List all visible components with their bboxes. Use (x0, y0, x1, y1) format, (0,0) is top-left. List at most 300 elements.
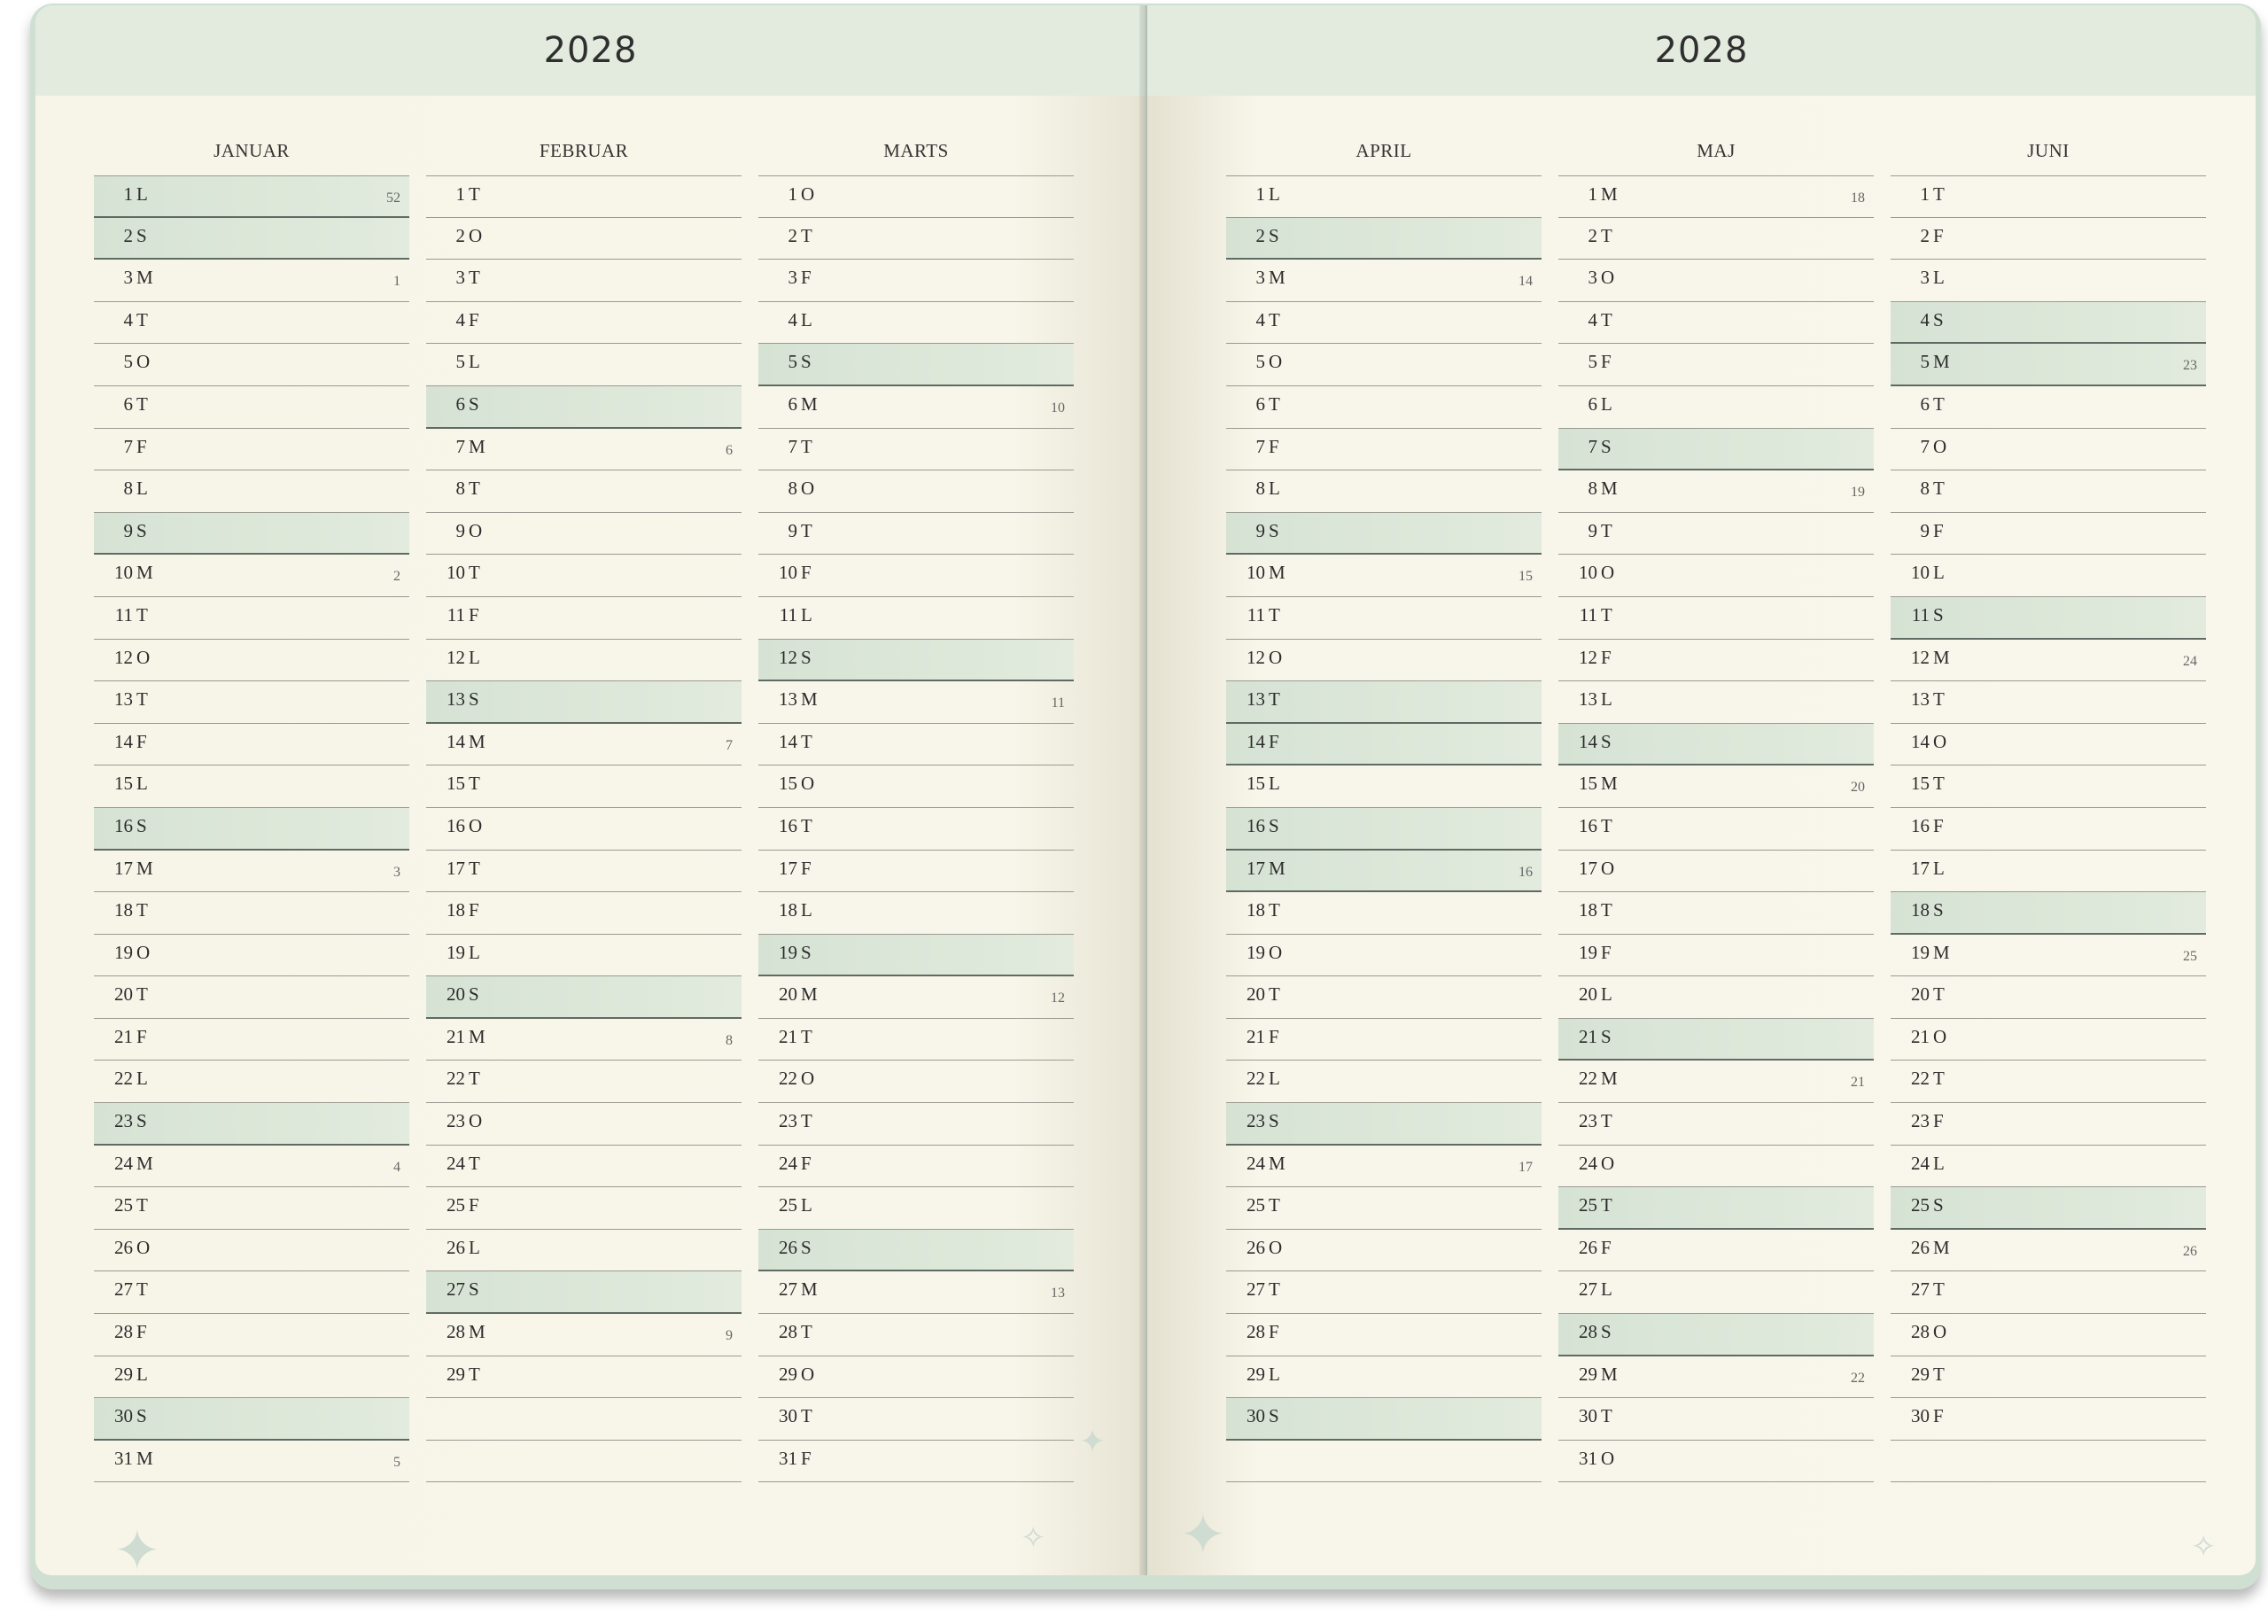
month-column (1891, 140, 2206, 1482)
weekday-letter: O (469, 814, 483, 836)
day-number: 20 (1579, 983, 1597, 1006)
weekday-letter: S (469, 1278, 479, 1301)
day-number: 14 (1247, 730, 1265, 752)
day-row (426, 429, 742, 471)
weekday-letter: T (469, 1068, 480, 1090)
day-row (758, 808, 1074, 851)
weekday-letter: S (801, 351, 812, 373)
day-row (1558, 851, 1874, 893)
weekday-letter: F (469, 899, 479, 921)
day-number: 30 (1579, 1405, 1597, 1427)
day-number: 27 (1911, 1278, 1930, 1301)
day-row (1558, 935, 1874, 977)
day-number: 10 (1579, 562, 1597, 584)
day-row (426, 1146, 742, 1188)
weekday-letter: T (1601, 308, 1612, 330)
day-row (758, 513, 1074, 556)
day-number: 3 (1920, 267, 1930, 289)
day-number: 27 (447, 1278, 465, 1301)
day-number: 23 (1579, 1110, 1597, 1132)
day-row (1891, 260, 2206, 302)
day-number: 9 (1920, 519, 1930, 541)
day-row (1226, 976, 1542, 1019)
weekday-letter: T (1269, 603, 1280, 626)
day-number: 24 (1911, 1152, 1930, 1174)
day-number: 16 (1247, 814, 1265, 836)
day-number: 12 (1247, 646, 1265, 668)
day-number: 22 (1247, 1068, 1265, 1090)
day-number: 28 (779, 1321, 797, 1343)
day-number: 16 (114, 814, 133, 836)
weekday-letter: S (136, 1405, 147, 1427)
week-number: 8 (726, 1032, 733, 1048)
weekday-letter: F (801, 857, 812, 879)
weekday-letter: L (136, 1363, 148, 1385)
month-title: JUNI (2027, 140, 2070, 161)
week-number: 25 (2183, 948, 2197, 964)
weekday-letter: O (1601, 1152, 1615, 1174)
day-number: 31 (114, 1447, 133, 1469)
weekday-letter: T (1601, 1110, 1612, 1132)
day-number: 21 (1247, 1025, 1265, 1047)
day-row (1891, 765, 2206, 808)
weekday-letter: F (1269, 1321, 1279, 1343)
day-number: 9 (455, 519, 465, 541)
weekday-letter: T (1269, 308, 1280, 330)
right-page (1147, 5, 2256, 1575)
week-number: 10 (1051, 400, 1065, 416)
weekday-letter: M (1269, 857, 1285, 879)
weekday-letter: L (1269, 1068, 1280, 1090)
day-row (1891, 470, 2206, 513)
weekday-letter: O (801, 1363, 815, 1385)
weekday-letter: T (1933, 1278, 1945, 1301)
weekday-letter: L (136, 773, 148, 795)
weekday-letter: F (801, 1447, 812, 1469)
weekday-letter: M (469, 730, 485, 752)
day-number: 11 (1579, 603, 1597, 626)
weekday-letter: T (136, 899, 148, 921)
week-number: 26 (2183, 1243, 2197, 1259)
day-number: 3 (1255, 267, 1265, 289)
day-row (1226, 260, 1542, 302)
day-row (1558, 1146, 1874, 1188)
weekday-letter: S (469, 688, 479, 711)
day-number: 7 (1920, 435, 1930, 457)
day-row (1558, 344, 1874, 386)
day-row (94, 976, 409, 1019)
weekday-letter: T (801, 1025, 812, 1047)
day-row (1891, 976, 2206, 1019)
day-row (94, 1356, 409, 1399)
weekday-letter: M (136, 1447, 153, 1469)
day-row (426, 892, 742, 935)
day-number: 16 (779, 814, 797, 836)
day-number: 6 (455, 392, 465, 415)
day-row (426, 1019, 742, 1061)
day-number: 20 (114, 983, 133, 1006)
day-number: 6 (1920, 392, 1930, 415)
weekday-letter: L (801, 308, 812, 330)
week-number: 15 (1518, 569, 1533, 585)
day-number: 29 (114, 1363, 133, 1385)
day-number: 29 (779, 1363, 797, 1385)
day-number: 27 (1247, 1278, 1265, 1301)
day-number: 25 (447, 1194, 465, 1216)
day-number: 11 (114, 603, 133, 626)
day-number: 10 (447, 562, 465, 584)
weekday-letter: L (801, 603, 812, 626)
day-row (1558, 1061, 1874, 1103)
day-row (1558, 429, 1874, 471)
month-column (94, 140, 409, 1482)
day-number: 21 (447, 1025, 465, 1047)
day-row (758, 429, 1074, 471)
day-number: 15 (1247, 773, 1265, 795)
day-number: 24 (1247, 1152, 1265, 1174)
day-number: 9 (1255, 519, 1265, 541)
weekday-letter: L (469, 941, 480, 963)
weekday-letter: M (1269, 562, 1285, 584)
day-row (1891, 1146, 2206, 1188)
weekday-letter: F (1933, 224, 1944, 246)
day-row (1558, 1314, 1874, 1356)
day-row (1891, 1398, 2206, 1441)
day-row (94, 892, 409, 935)
day-number: 7 (1255, 435, 1265, 457)
day-row (1891, 218, 2206, 260)
day-row (94, 1398, 409, 1441)
weekday-letter: F (1933, 519, 1944, 541)
day-number: 15 (114, 773, 133, 795)
weekday-letter: F (136, 1321, 147, 1343)
day-number: 18 (1247, 899, 1265, 921)
day-row (94, 1314, 409, 1356)
day-row (1891, 555, 2206, 597)
weekday-letter: T (1933, 983, 1945, 1006)
week-number: 5 (393, 1454, 400, 1470)
day-number: 5 (1588, 351, 1597, 373)
day-row (1226, 429, 1542, 471)
weekday-letter: O (1269, 351, 1283, 373)
day-row (94, 935, 409, 977)
day-row (426, 597, 742, 640)
weekday-letter: S (136, 814, 147, 836)
weekday-letter: L (1601, 983, 1612, 1006)
weekday-letter: T (1601, 1405, 1612, 1427)
day-row (758, 597, 1074, 640)
weekday-letter: S (1269, 519, 1279, 541)
weekday-letter: L (136, 478, 148, 500)
day-number: 15 (779, 773, 797, 795)
weekday-letter: T (136, 392, 148, 415)
month-title: JANUAR (214, 140, 290, 161)
day-number: 16 (1911, 814, 1930, 836)
day-row (1558, 1187, 1874, 1230)
weekday-letter: M (136, 857, 153, 879)
weekday-letter: O (1601, 1447, 1615, 1469)
weekday-letter: F (136, 730, 147, 752)
weekday-letter: M (469, 435, 485, 457)
day-number: 6 (788, 392, 797, 415)
week-number: 18 (1851, 190, 1865, 206)
day-row (1891, 344, 2206, 386)
day-row (758, 302, 1074, 345)
day-number: 29 (1911, 1363, 1930, 1385)
weekday-letter: T (801, 224, 812, 246)
day-row (94, 386, 409, 429)
month-column (1558, 140, 1874, 1482)
day-row (1558, 1398, 1874, 1441)
weekday-letter: F (136, 1025, 147, 1047)
week-number: 2 (393, 569, 400, 585)
day-number: 22 (447, 1068, 465, 1090)
weekday-letter: L (469, 646, 480, 668)
day-row (758, 218, 1074, 260)
day-number: 1 (1920, 183, 1930, 205)
weekday-letter: L (801, 1194, 812, 1216)
weekday-letter: T (801, 814, 812, 836)
day-row (1891, 1187, 2206, 1230)
weekday-letter: T (136, 603, 148, 626)
weekday-letter: L (1933, 857, 1945, 879)
weekday-letter: O (469, 224, 483, 246)
day-row (94, 681, 409, 724)
day-number: 14 (114, 730, 133, 752)
day-row (94, 175, 409, 218)
weekday-letter: O (1601, 857, 1615, 879)
day-row (1226, 1230, 1542, 1272)
day-number: 24 (1579, 1152, 1597, 1174)
day-row (94, 344, 409, 386)
day-row (1226, 808, 1542, 851)
weekday-letter: O (1601, 562, 1615, 584)
left-page (35, 5, 1146, 1582)
day-number: 1 (788, 183, 797, 205)
weekday-letter: M (801, 1278, 818, 1301)
weekday-letter: O (1933, 1025, 1947, 1047)
day-number: 18 (779, 899, 797, 921)
weekday-letter: T (801, 730, 812, 752)
sparkle-icon: ✦ (1179, 1504, 1227, 1566)
day-number: 22 (1579, 1068, 1597, 1090)
empty-row (1226, 1441, 1542, 1483)
day-number: 15 (447, 773, 465, 795)
day-row (1891, 1230, 2206, 1272)
weekday-letter: M (136, 267, 153, 289)
day-row (1226, 344, 1542, 386)
day-row (1226, 892, 1542, 935)
day-number: 13 (1911, 688, 1930, 711)
day-number: 19 (779, 941, 797, 963)
weekday-letter: F (469, 308, 479, 330)
day-number: 28 (114, 1321, 133, 1343)
weekday-letter: T (1269, 1278, 1280, 1301)
day-row (758, 1398, 1074, 1441)
weekday-letter: T (136, 308, 148, 330)
day-number: 26 (1911, 1236, 1930, 1258)
week-number: 52 (386, 190, 400, 206)
weekday-letter: S (1601, 1321, 1612, 1343)
day-row (1558, 302, 1874, 345)
day-number: 20 (1247, 983, 1265, 1006)
day-row (758, 640, 1074, 682)
day-row (758, 555, 1074, 597)
day-number: 26 (447, 1236, 465, 1258)
day-row (1226, 1146, 1542, 1188)
weekday-letter: O (136, 646, 151, 668)
day-row (1558, 175, 1874, 218)
day-row (1558, 555, 1874, 597)
weekday-letter: F (1933, 814, 1944, 836)
day-row (94, 765, 409, 808)
weekday-letter: O (469, 1110, 483, 1132)
weekday-letter: M (469, 1025, 485, 1047)
weekday-letter: T (801, 519, 812, 541)
day-row (1891, 386, 2206, 429)
day-row (94, 808, 409, 851)
day-row (1891, 640, 2206, 682)
day-number: 22 (779, 1068, 797, 1090)
day-row (1226, 597, 1542, 640)
weekday-letter: F (1601, 1236, 1612, 1258)
day-number: 11 (1247, 603, 1265, 626)
day-row (758, 1146, 1074, 1188)
day-number: 28 (1247, 1321, 1265, 1343)
day-number: 8 (455, 478, 465, 500)
weekday-letter: L (1933, 267, 1945, 289)
day-number: 12 (447, 646, 465, 668)
day-row (426, 851, 742, 893)
month-title: MAJ (1697, 140, 1736, 161)
day-row (1891, 513, 2206, 556)
month-column (1226, 140, 1542, 1482)
day-row (94, 597, 409, 640)
weekday-letter: T (1933, 478, 1945, 500)
day-row (94, 640, 409, 682)
weekday-letter: M (1269, 1152, 1285, 1174)
day-number: 6 (1588, 392, 1597, 415)
day-number: 29 (1579, 1363, 1597, 1385)
day-row (94, 724, 409, 766)
day-row (94, 513, 409, 556)
empty-row (426, 1398, 742, 1441)
empty-row (1891, 1441, 2206, 1483)
day-number: 30 (1247, 1405, 1265, 1427)
weekday-letter: M (1269, 267, 1285, 289)
day-number: 15 (1579, 773, 1597, 795)
day-number: 12 (1579, 646, 1597, 668)
weekday-letter: T (1601, 224, 1612, 246)
day-number: 9 (123, 519, 133, 541)
day-number: 25 (1911, 1194, 1930, 1216)
day-number: 12 (1911, 646, 1930, 668)
day-number: 25 (779, 1194, 797, 1216)
weekday-letter: S (1601, 1025, 1612, 1047)
day-number: 24 (447, 1152, 465, 1174)
weekday-letter: L (1933, 562, 1945, 584)
day-number: 2 (1920, 224, 1930, 246)
day-number: 14 (1579, 730, 1597, 752)
day-number: 19 (1579, 941, 1597, 963)
day-row (1558, 1019, 1874, 1061)
day-number: 1 (1588, 183, 1597, 205)
day-number: 25 (1579, 1194, 1597, 1216)
day-row (1226, 765, 1542, 808)
weekday-letter: T (469, 267, 480, 289)
weekday-letter: O (801, 773, 815, 795)
day-row (1891, 851, 2206, 893)
day-row (1226, 470, 1542, 513)
day-row (1226, 1187, 1542, 1230)
day-number: 4 (123, 308, 133, 330)
day-row (1558, 681, 1874, 724)
weekday-letter: T (469, 478, 480, 500)
day-number: 2 (1255, 224, 1265, 246)
month-title: FEBRUAR (539, 140, 629, 161)
weekday-letter: S (1933, 308, 1944, 330)
week-number: 16 (1518, 864, 1533, 880)
day-row (94, 429, 409, 471)
day-number: 1 (123, 183, 133, 205)
day-number: 12 (114, 646, 133, 668)
weekday-letter: M (136, 1152, 153, 1174)
day-row (94, 1271, 409, 1314)
day-row (1558, 765, 1874, 808)
day-number: 18 (1579, 899, 1597, 921)
day-number: 23 (1911, 1110, 1930, 1132)
weekday-letter: T (1269, 688, 1280, 711)
day-row (758, 1230, 1074, 1272)
weekday-letter: T (136, 688, 148, 711)
day-number: 4 (1588, 308, 1597, 330)
weekday-letter: F (801, 1152, 812, 1174)
day-row (758, 1103, 1074, 1146)
day-row (426, 1230, 742, 1272)
day-number: 18 (114, 899, 133, 921)
day-row (758, 1019, 1074, 1061)
day-number: 14 (447, 730, 465, 752)
day-row (1891, 1103, 2206, 1146)
day-number: 14 (779, 730, 797, 752)
day-row (426, 1061, 742, 1103)
weekday-letter: M (1601, 183, 1618, 205)
day-number: 11 (447, 603, 465, 626)
week-number: 13 (1051, 1286, 1065, 1302)
month-title: APRIL (1355, 140, 1412, 161)
day-number: 5 (455, 351, 465, 373)
weekday-letter: F (1601, 941, 1612, 963)
weekday-letter: T (469, 1152, 480, 1174)
day-number: 17 (779, 857, 797, 879)
day-row (1891, 681, 2206, 724)
weekday-letter: T (136, 1194, 148, 1216)
weekday-letter: T (1933, 183, 1945, 205)
day-row (758, 386, 1074, 429)
day-number: 8 (123, 478, 133, 500)
weekday-letter: M (1601, 773, 1618, 795)
day-row (1558, 1271, 1874, 1314)
day-row (758, 175, 1074, 218)
day-row (758, 1356, 1074, 1399)
weekday-letter: M (1933, 941, 1950, 963)
day-number: 29 (1247, 1363, 1265, 1385)
day-number: 3 (123, 267, 133, 289)
day-row (1891, 892, 2206, 935)
day-row (1226, 175, 1542, 218)
day-number: 26 (1579, 1236, 1597, 1258)
day-row (94, 1061, 409, 1103)
